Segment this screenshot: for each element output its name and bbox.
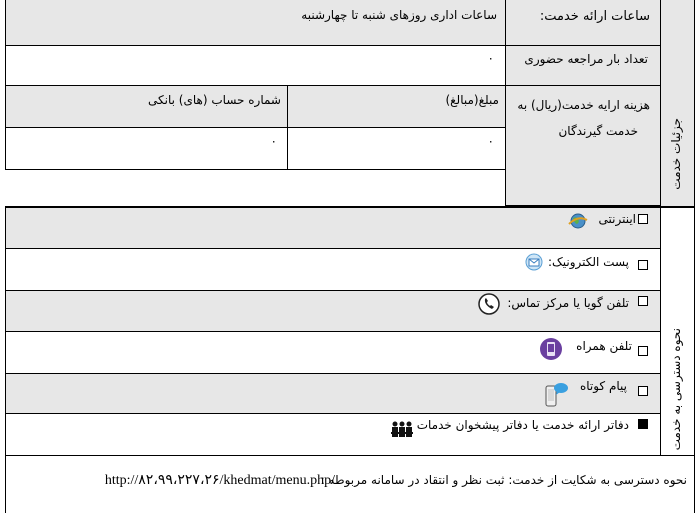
email-icon xyxy=(524,253,544,271)
internet-checkbox[interactable] xyxy=(638,214,648,224)
email-checkbox[interactable] xyxy=(638,260,648,270)
office-people-icon xyxy=(390,420,414,440)
phone-icon xyxy=(478,293,500,315)
amount-header: مبلغ(مبالغ) xyxy=(445,93,499,107)
access-side-title: نحوه دسترسی به خدمت xyxy=(669,328,683,451)
sms-label: پیام کوتاه xyxy=(579,379,627,393)
account-value: ۰ xyxy=(270,134,277,148)
service-hours-label: ساعات ارائه خدمت: xyxy=(539,9,650,24)
complaint-url[interactable]: http://۸۲،۹۹،۲۲۷،۲۶/khedmat/menu.php/ xyxy=(104,473,335,488)
mobile-label: تلفن همراه xyxy=(576,339,632,353)
amount-value: ۰ xyxy=(487,134,494,148)
access-row-internet-bg xyxy=(5,208,660,248)
email-label: پست الکترونیک: xyxy=(547,255,629,269)
visits-value: ۰ xyxy=(487,51,494,65)
offices-label: دفاتر ارائه خدمت یا دفاتر پیشخوان خدمات xyxy=(416,418,629,432)
sms-icon xyxy=(543,380,569,408)
mobile-checkbox[interactable] xyxy=(638,346,648,356)
cost-label-line1: هزینه ارایه خدمت(ریال) به xyxy=(517,98,650,112)
cost-label-line2: خدمت گیرندگان xyxy=(558,124,638,138)
complaint-label: نحوه دسترسی به شکایت از خدمت: ثبت نظر و انتقاد در سامانه مربوطه : xyxy=(320,473,687,487)
phone-label: تلفن گویا یا مرکز تماس: xyxy=(507,296,629,310)
top-side-title: جزئیات خدمت xyxy=(669,118,683,190)
internet-globe-icon xyxy=(568,212,588,230)
internet-label: اینترنتی xyxy=(598,212,636,226)
service-hours-value: ساعات اداری روزهای شنبه تا چهارشنبه xyxy=(301,8,497,22)
visits-label: تعداد بار مراجعه حضوری xyxy=(524,52,648,66)
mobile-phone-icon xyxy=(539,337,563,361)
phone-checkbox[interactable] xyxy=(638,296,648,306)
offices-checkbox[interactable] xyxy=(638,419,648,429)
account-header: شماره حساب (های) بانکی xyxy=(148,93,281,107)
service-hours-row-bg xyxy=(5,0,505,45)
sms-checkbox[interactable] xyxy=(638,386,648,396)
